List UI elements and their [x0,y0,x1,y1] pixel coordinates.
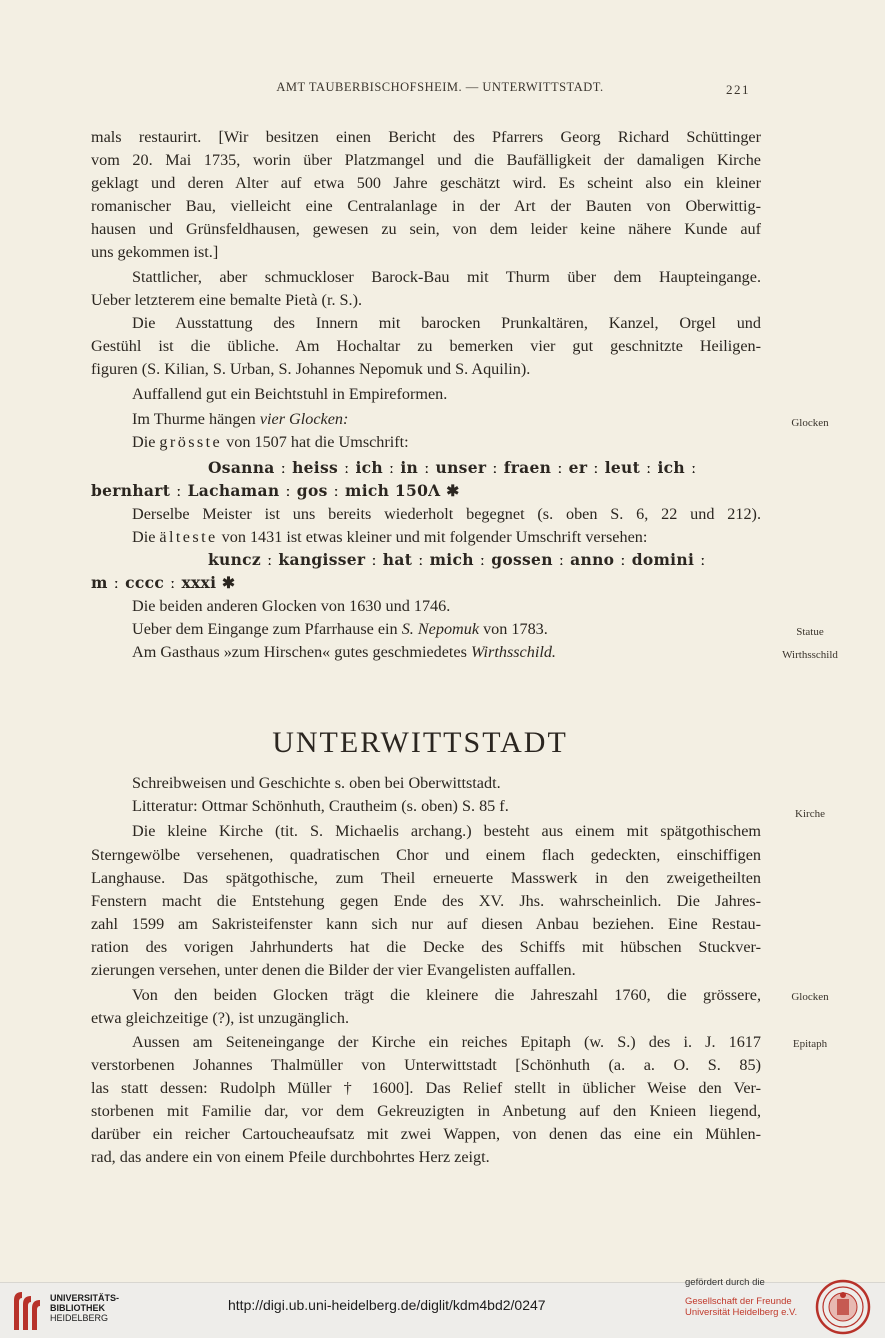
text-line: Ueber letzterem eine bemalte Pietà (r. S.). [91,291,363,309]
library-name-line: BIBLIOTHEK [50,1303,105,1313]
section-title: UNTERWITTSTADT [272,726,568,759]
inscription-line: bernhart ː Lachaman ː gos ː mich 150Λ ✱ [91,481,460,500]
gasthaus-italic: Wirthsschild. [470,643,556,661]
gasthaus-prefix: Am Gasthaus »zum Hirschen« gutes geschmiedetes [132,643,467,661]
text-line: rad, das andere ein von einem Pfeile durchbohrtes Herz zeigt. [91,1148,490,1166]
text-line: las statt dessen: Rudolph Müller † 1600]. Das Relief stellt in üblicher Weise den Ver- [91,1079,761,1097]
ub-logo-icon [10,1290,44,1332]
glocken-intro: Im Thurme hängen [132,410,256,428]
text-line: Langhause. Das spätgothische, zum Theil erneuerte Masswerk in den zweigetheilten [91,869,761,887]
text-line: uns gekommen ist.] [91,243,219,261]
pfarrhaus-rest: von 1783. [483,620,548,638]
society-name-line: Gesellschaft der Freunde [685,1296,792,1307]
inscription-line: Osanna ː heiss ː ich ː in ː unser ː fraen ː er ː leut ː ich ː [208,458,697,477]
aelteste-rest: von 1431 ist etwas kleiner und mit folgender Umschrift versehen: [221,528,648,546]
library-name-line: UNIVERSITÄTS- [50,1293,120,1303]
text-line: Von den beiden Glocken trägt die kleinere die Jahreszahl 1760, die grössere, [132,986,761,1004]
permalink-url[interactable]: http://digi.ub.uni-heidelberg.de/diglit/kdm4bd2/0247 [228,1297,546,1313]
margin-note-epitaph: Epitaph [792,1038,828,1050]
text-line: etwa gleichzeitige (?), ist unzugänglich. [91,1009,349,1027]
gasthaus-line [132,641,556,664]
margin-note-kirche: Kirche [795,808,825,820]
groesste-rest: von 1507 hat die Umschrift: [226,433,409,451]
page-number: 221 [726,82,750,97]
aelteste-spaced: älteste [159,528,218,546]
text-line: geklagt und deren Alter auf etwa 500 Jahre geschätzt wird. Es scheint also ein kleiner [91,174,761,192]
text-line: darüber ein reicher Cartoucheaufsatz mit zwei Wappen, von denen das eine ein Mühlen- [91,1125,761,1143]
inscription-line: m ː cccc ː xxxi ✱ [91,573,236,592]
pfarrhaus-prefix: Ueber dem Eingange zum Pfarrhause ein [132,620,398,638]
text-line: Fenstern macht die Entstehung gegen Ende des XV. Jhs. wahrscheinlich. Die Jahres- [91,892,761,910]
text-line: zahl 1599 am Sakristeifenster kann sich nur auf diesen Anbau beziehen. Eine Restau- [91,915,761,933]
text-line: Aussen am Seiteneingange der Kirche ein reiches Epitaph (w. S.) des i. J. 1617 [132,1033,761,1051]
text-line: Auffallend gut ein Beichtstuhl in Empireformen. [132,385,448,403]
text-line: ration des vorigen Jahrhunderts hat die Decke des Schiffs mit hübschen Stuckver- [91,938,761,956]
pfarrhaus-line [132,618,548,641]
text-line: Die beiden anderen Glocken von 1630 und 1746. [132,597,451,615]
aelteste-prefix: Die [132,528,156,546]
inscription-line: kuncz ː kangisser ː hat ː mich ː gossen ː anno ː domini ː [208,550,706,569]
text-line: Sterngewölbe versehenen, quadratischen Chor und einem flach gedeckten, einschiffigen [91,846,761,864]
text-line: figuren (S. Kilian, S. Urban, S. Johannes Nepomuk und S. Aquilin). [91,360,531,378]
margin-note-wirthsschild: Wirthsschild [782,649,838,661]
library-name [50,1293,119,1323]
groesste-prefix: Die [132,433,156,451]
text-line: Stattlicher, aber schmuckloser Barock-Bau mit Thurm über dem Haupteingange. [132,268,761,286]
text-line: vom 20. Mai 1735, worin über Platzmangel und die Baufälligkeit der damaligen Kirche [91,151,761,169]
margin-note-glocken: Glocken [791,991,829,1003]
text-line: Gestühl ist die übliche. Am Hochaltar zu bemerken vier gut geschnitzte Heiligen- [91,337,761,355]
text-line: hausen und Grünsfeldhausen, gewesen zu sein, von dem leider keine nähere Kunde auf [91,220,761,238]
university-seal-icon [815,1279,871,1335]
text-line: storbenen mit Familie dar, vor dem Gekreuzigten in Anbetung auf den Knieen liegend, [91,1102,761,1120]
society-name [685,1296,797,1318]
text-line: mals restaurirt. [Wir besitzen einen Bericht des Pfarrers Georg Richard Schüttinger [91,128,761,146]
aelteste-line [132,526,647,549]
text-line: romanischer Bau, vielleicht eine Centralanlage in der Art der Bauten von Oberwittig- [91,197,761,215]
margin-note-statue: Statue [796,626,824,638]
text-line: zierungen versehen, unter denen die Bilder der vier Evangelisten auffallen. [91,961,576,979]
glocken-intro-italic: vier Glocken: [259,410,349,428]
pfarrhaus-italic: S. Nepomuk [401,620,480,638]
text-line: Die kleine Kirche (tit. S. Michaelis archang.) besteht aus einem mit spätgothischem [132,822,761,840]
text-line: Schreibweisen und Geschichte s. oben bei Oberwittstadt. [132,774,501,792]
funded-by-label: gefördert durch die [685,1277,765,1288]
running-title: AMT TAUBERBISCHOFSHEIM. — UNTERWITTSTADT. [276,80,604,94]
text-line: Derselbe Meister ist uns bereits wiederholt begegnet (s. oben S. 6, 22 und 212). [132,505,761,523]
text-line: Litteratur: Ottmar Schönhuth, Crautheim (s. oben) S. 85 f. [132,797,509,815]
groesste-spaced: grösste [159,433,223,451]
library-name-line: HEIDELBERG [50,1313,109,1323]
text-line: Die Ausstattung des Innern mit barocken Prunkaltären, Kanzel, Orgel und [132,314,761,332]
society-name-line: Universität Heidelberg e.V. [685,1307,798,1318]
glocken-intro-line [132,408,348,431]
margin-note-glocken: Glocken [791,417,829,429]
groesste-line [132,431,409,454]
text-line: verstorbenen Johannes Thalmüller von Unterwittstadt [Schönhuth (a. a. O. S. 85) [91,1056,761,1074]
